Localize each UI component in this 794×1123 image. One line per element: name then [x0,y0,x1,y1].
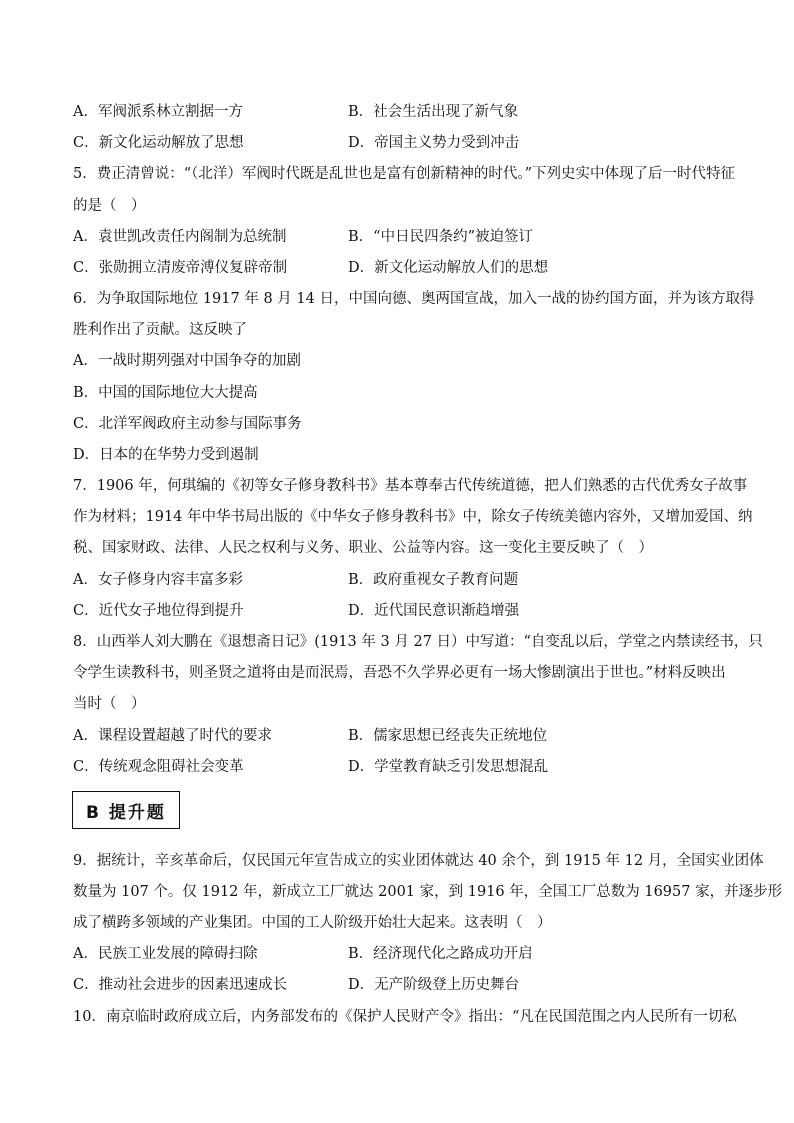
q9-option-d: D．无产阶级登上历史舞台 [348,977,520,993]
q10-stem-line1: 10．南京临时政府成立后，内务部发布的《保护人民财产令》指出：“凡在民国范围之内人民所有一切私 [73,1009,737,1025]
q6-option-b: B．中国的国际地位大大提高 [73,385,258,401]
q5-option-a: A．袁世凯改责任内阁制为总统制 [73,229,287,245]
q6-option-c: C．北洋军阀政府主动参与国际事务 [73,416,302,432]
q7-stem-line1: 7．1906 年，何琪编的《初等女子修身教科书》基本尊奉古代传统道德，把人们熟悉的古代优秀女子故事 [73,478,748,494]
q8-option-d: D．学堂教育缺乏引发思想混乱 [348,759,549,775]
q5-option-c: C．张勋拥立清废帝溥仪复辟帝制 [73,260,288,276]
q5-stem-line2: 的是（ ） [73,198,146,214]
q4-option-b: B．社会生活出现了新气象 [348,104,519,120]
q9-option-a: A．民族工业发展的障碍扫除 [73,946,258,962]
q7-stem-line2: 作为材料；1914 年中华书局出版的《中华女子修身教科书》中，除女子传统美德内容外，又增加爱国、纳 [73,509,753,525]
q4-option-d: D．帝国主义势力受到冲击 [348,135,520,151]
q8-stem-line3: 当时（ ） [73,696,146,712]
q4-option-a: A．军阀派系林立割据一方 [73,104,243,120]
q8-option-a: A．课程设置超越了时代的要求 [73,728,272,744]
q7-stem-line3: 税、国家财政、法律、人民之权利与义务、职业、公益等内容。这一变化主要反映了（ ） [73,540,653,556]
q5-option-b: B．“中日民四条约”被迫签订 [348,229,533,245]
q8-option-b: B．儒家思想已经丧失正统地位 [348,728,548,744]
q6-stem-line2: 胜利作出了贡献。这反映了 [73,322,247,338]
q7-option-b: B．政府重视女子教育问题 [348,572,519,588]
q9-stem-line3: 成了横跨多领域的产业集团。中国的工人阶级开始壮大起来。这表明（ ） [73,915,552,931]
q7-option-c: C．近代女子地位得到提升 [73,603,244,619]
q8-option-c: C．传统观念阻碍社会变革 [73,759,244,775]
q9-option-b: B．经济现代化之路成功开启 [348,946,533,962]
section-b-title: B 提升题 [86,802,166,823]
q8-stem-line1: 8．山西举人刘大鹏在《退想斋日记》(1913 年 3 月 27 日）中写道：“自变乱以后，学堂之内禁读经书，只 [73,634,763,650]
q5-stem-line1: 5．费正清曾说：“（北洋）军阀时代既是乱世也是富有创新精神的时代。”下列史实中体现了后一时代特征 [73,166,736,182]
q9-stem-line2: 数量为 107 个。仅 1912 年，新成立工厂就达 2001 家，到 1916 年，全国工厂总数为 16957 家，并逐步形 [73,884,783,900]
q7-option-d: D．近代国民意识渐趋增强 [348,603,520,619]
q6-option-d: D．日本的在华势力受到遏制 [73,447,259,463]
q6-option-a: A．一战时期列强对中国争夺的加剧 [73,353,301,369]
q7-option-a: A．女子修身内容丰富多彩 [73,572,243,588]
q6-stem-line1: 6．为争取国际地位 1917 年 8 月 14 日，中国向德、奥两国宣战，加入一战的协约国方面，并为该方取得 [73,291,755,307]
q9-stem-line1: 9．据统计，辛亥革命后，仅民国元年宣告成立的实业团体就达 40 余个，到 1915 年 12 月，全国实业团体 [73,853,764,869]
section-b-header [72,791,180,829]
q8-stem-line2: 令学生读教科书，则圣贤之道将由是而泯焉，吾恐不久学界必更有一场大惨剧演出于世也。”材料反映出 [73,665,726,681]
q5-option-d: D．新文化运动解放人们的思想 [348,260,549,276]
q4-option-c: C．新文化运动解放了思想 [73,135,244,151]
q9-option-c: C．推动社会进步的因素迅速成长 [73,977,288,993]
